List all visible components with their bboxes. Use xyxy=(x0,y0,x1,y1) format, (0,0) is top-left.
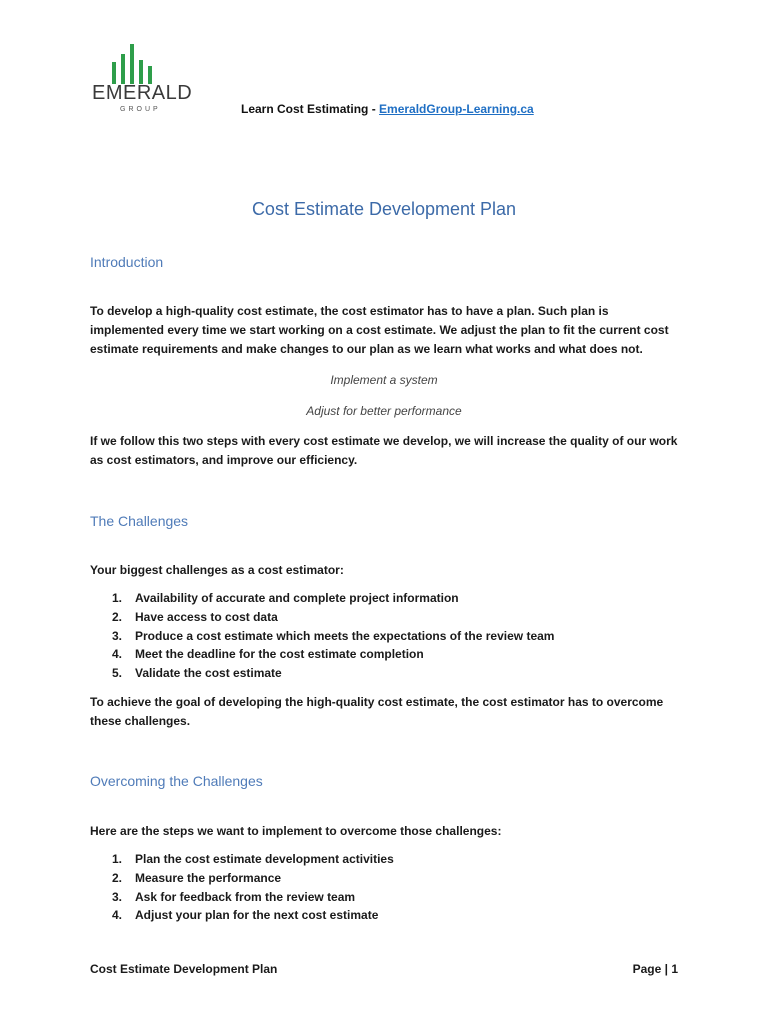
header-prefix: Learn Cost Estimating - xyxy=(241,102,380,116)
logo-wordmark: EMERALD xyxy=(92,82,193,104)
list-item: 5. Validate the cost estimate xyxy=(112,666,282,681)
list-item: 1. Plan the cost estimate development activities xyxy=(112,852,394,866)
list-item: 4. Meet the deadline for the cost estimate completion xyxy=(112,647,424,662)
intro-paragraph-2: If we follow this two steps with every cost estimate we develop, we will increase the quality of our work as cost estimators, and improve our efficiency. xyxy=(90,434,678,467)
logo-subtitle: GROUP xyxy=(120,106,161,113)
heading-introduction: Introduction xyxy=(90,254,164,270)
heading-overcoming: Overcoming the Challenges xyxy=(90,773,263,789)
list-item: 1. Availability of accurate and complete project information xyxy=(112,591,459,605)
challenges-closing: To achieve the goal of developing the high-quality cost estimate, the cost estimator has to overcome these challenges. xyxy=(90,695,664,728)
emerald-group-logo xyxy=(92,44,192,116)
intro-line-implement: Implement a system xyxy=(330,373,438,387)
footer-page-number: Page | 1 xyxy=(632,962,678,976)
logo-bars-icon xyxy=(110,44,158,84)
header-tagline xyxy=(241,102,534,116)
overcoming-list xyxy=(90,850,394,925)
intro-line-adjust: Adjust for better performance xyxy=(306,404,462,418)
challenges-lead: Your biggest challenges as a cost estimator: xyxy=(90,563,344,577)
document-title: Cost Estimate Development Plan xyxy=(251,199,517,219)
overcoming-lead: Here are the steps we want to implement to overcome those challenges: xyxy=(90,824,502,838)
header-link[interactable]: EmeraldGroup-Learning.ca xyxy=(379,102,534,116)
footer-title: Cost Estimate Development Plan xyxy=(90,962,278,976)
list-item: 3. Ask for feedback from the review team xyxy=(112,889,356,904)
heading-challenges: The Challenges xyxy=(90,513,189,529)
list-item: 2. Measure the performance xyxy=(112,870,282,885)
challenges-list xyxy=(90,589,554,683)
intro-paragraph-1: To develop a high-quality cost estimate, the cost estimator has to have a plan. Such plan is implemented every time we start working on a cost estimate. We adjust the plan to fit the current cost estimate requirements and make changes to our plan as we learn what works and what does not. xyxy=(90,304,669,356)
list-item: 2. Have access to cost data xyxy=(112,609,278,624)
list-item: 3. Produce a cost estimate which meets the expectations of the review team xyxy=(112,628,555,643)
list-item: 4. Adjust your plan for the next cost estimate xyxy=(112,908,379,923)
